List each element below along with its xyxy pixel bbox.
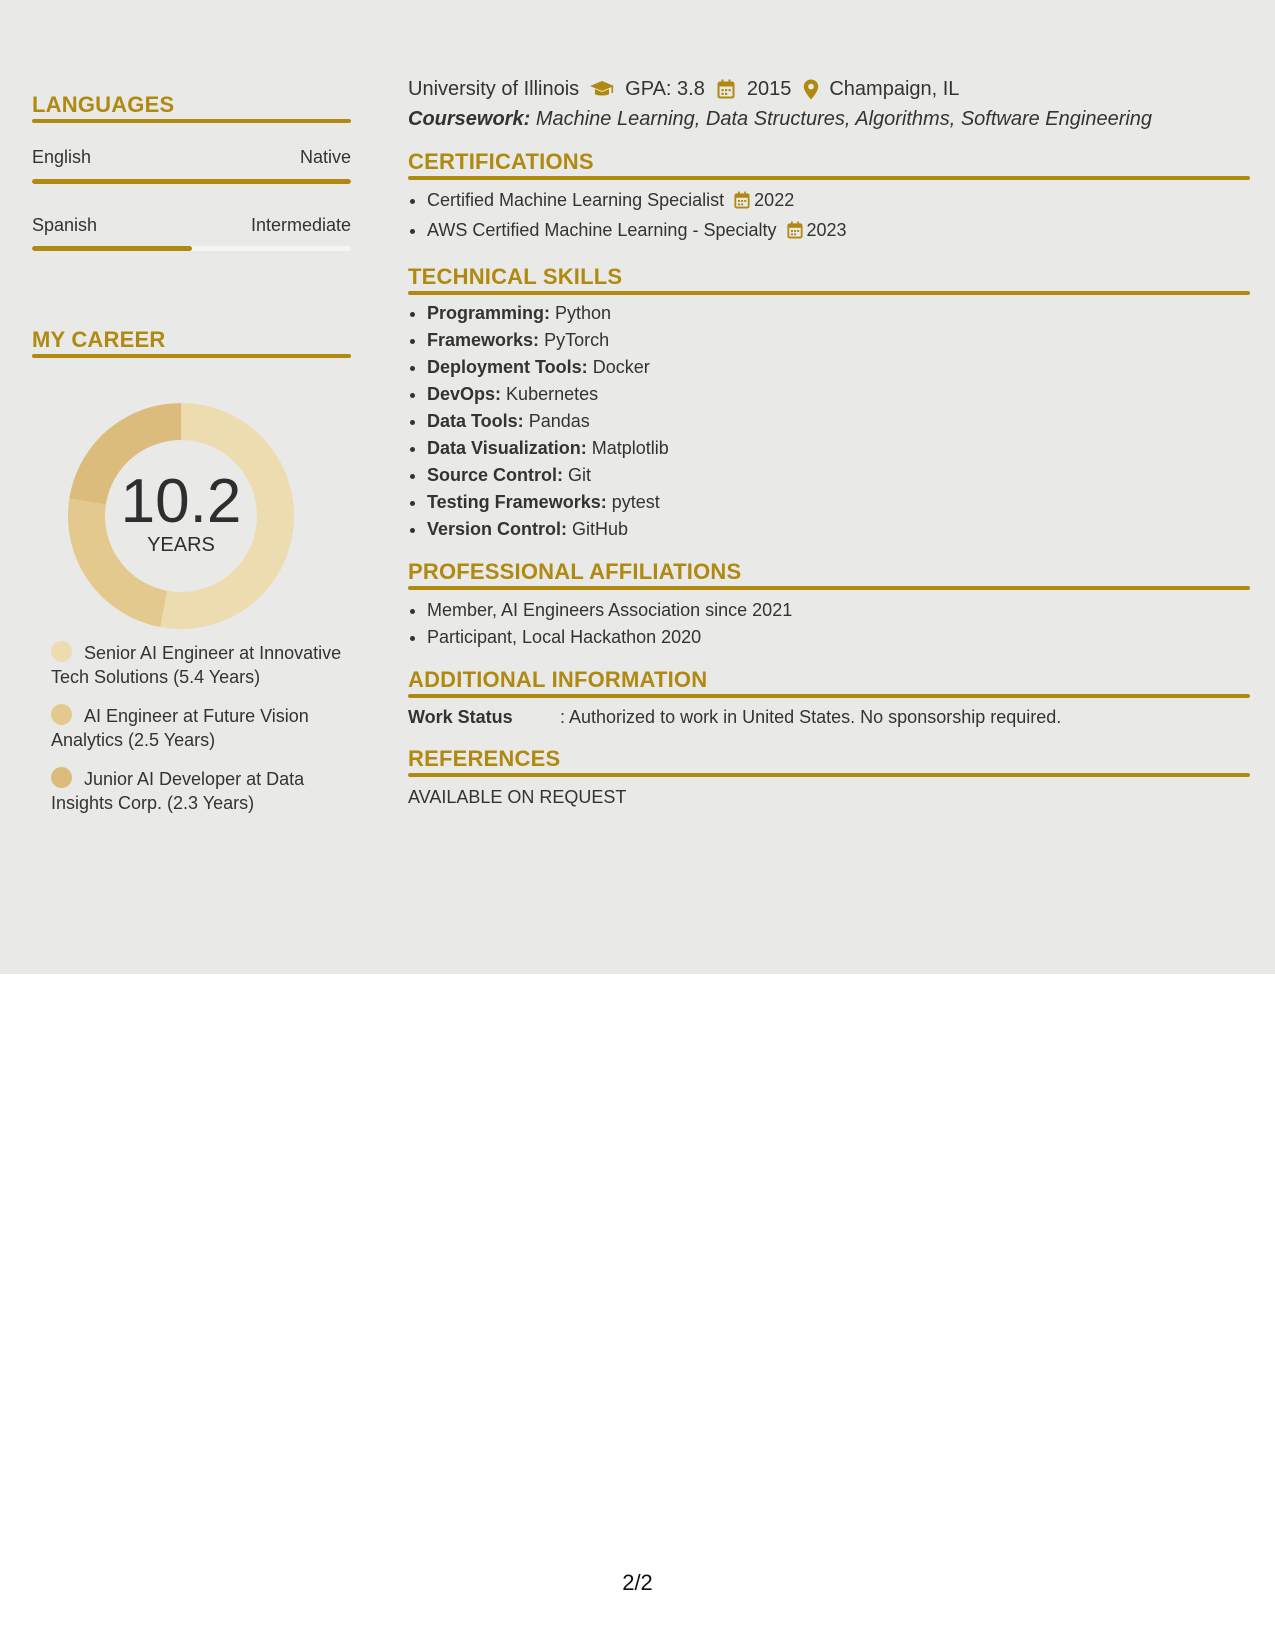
calendar-icon bbox=[717, 79, 735, 99]
certification-name: AWS Certified Machine Learning - Specialty bbox=[427, 220, 777, 240]
education-line bbox=[408, 76, 1250, 102]
coursework-value: Machine Learning, Data Structures, Algorithms, Software Engineering bbox=[535, 108, 1153, 130]
legend-label: Senior AI Engineer at Innovative Tech Solutions (5.4 Years) bbox=[51, 643, 342, 687]
language-bar bbox=[32, 179, 351, 184]
career-legend bbox=[32, 641, 351, 815]
language-level: Intermediate bbox=[250, 215, 351, 235]
skills-rule bbox=[408, 291, 1250, 295]
calendar-icon bbox=[734, 190, 750, 217]
skill-value: Matplotlib bbox=[591, 438, 669, 458]
list-item bbox=[427, 381, 1250, 408]
list-item bbox=[427, 217, 1250, 247]
list-item bbox=[427, 516, 1250, 543]
legend-item bbox=[32, 641, 351, 689]
skills-list bbox=[408, 300, 1250, 543]
skill-label: Data Tools: bbox=[427, 411, 524, 431]
left-column bbox=[32, 92, 351, 815]
legend-label: Junior AI Developer at Data Insights Corp. (2.3 Years) bbox=[51, 769, 305, 813]
list-item: • Member, AI Engineers Association since 2021 bbox=[427, 597, 1250, 624]
list-item bbox=[427, 327, 1250, 354]
language-bar-fill bbox=[32, 246, 192, 251]
affiliations-list bbox=[408, 597, 1250, 651]
work-status-value: : Authorized to work in United States. No sponsorship required. bbox=[560, 707, 1062, 727]
skill-value: PyTorch bbox=[544, 330, 610, 350]
skill-label: Data Visualization: bbox=[427, 438, 587, 458]
certification-name: Certified Machine Learning Specialist bbox=[427, 190, 725, 210]
certification-year: 2023 bbox=[806, 220, 847, 240]
career-total-unit: YEARS bbox=[147, 534, 215, 556]
certification-year: 2022 bbox=[754, 190, 795, 210]
education-school: University of Illinois bbox=[408, 78, 580, 100]
skill-label: Testing Frameworks: bbox=[427, 492, 607, 512]
language-item-english bbox=[32, 145, 351, 184]
education-location: Champaign, IL bbox=[829, 78, 960, 100]
list-item: • Participant, Local Hackathon 2020 bbox=[427, 624, 1250, 651]
legend-label: AI Engineer at Future Vision Analytics (2.5 Years) bbox=[51, 706, 309, 750]
languages-rule bbox=[32, 119, 351, 123]
skill-label: DevOps: bbox=[427, 384, 502, 404]
list-item bbox=[427, 435, 1250, 462]
legend-item bbox=[32, 704, 351, 752]
list-item bbox=[427, 354, 1250, 381]
references-rule bbox=[408, 773, 1250, 777]
list-item bbox=[427, 489, 1250, 516]
affiliations-title: PROFESSIONAL AFFILIATIONS bbox=[408, 559, 742, 584]
affiliations-rule bbox=[408, 586, 1250, 590]
legend-dot bbox=[51, 767, 72, 788]
calendar-icon bbox=[787, 220, 803, 247]
skill-value: GitHub bbox=[572, 519, 629, 539]
career-title: MY CAREER bbox=[32, 327, 166, 352]
skill-label: Version Control: bbox=[427, 519, 568, 539]
legend-item bbox=[32, 767, 351, 815]
skill-value: Git bbox=[568, 465, 592, 485]
certifications-title: CERTIFICATIONS bbox=[408, 149, 594, 174]
legend-dot bbox=[51, 641, 72, 662]
additional-rule bbox=[408, 694, 1250, 698]
skill-label: Deployment Tools: bbox=[427, 357, 588, 377]
language-name: Spanish bbox=[32, 215, 98, 235]
list-item bbox=[427, 187, 1250, 217]
references-title: REFERENCES bbox=[408, 746, 561, 771]
skill-label: Source Control: bbox=[427, 465, 564, 485]
career-total-number: 10.2 bbox=[120, 467, 242, 536]
language-level: Native bbox=[299, 147, 351, 167]
legend-dot bbox=[51, 704, 72, 725]
career-donut-chart bbox=[32, 401, 351, 641]
skill-value: Docker bbox=[592, 357, 650, 377]
language-name: English bbox=[32, 147, 92, 167]
list-item bbox=[427, 408, 1250, 435]
languages-title: LANGUAGES bbox=[32, 92, 175, 117]
language-bar-fill bbox=[32, 179, 351, 184]
skills-title: TECHNICAL SKILLS bbox=[408, 264, 623, 289]
right-column bbox=[408, 76, 1250, 809]
skill-value: pytest bbox=[611, 492, 660, 512]
certifications-list bbox=[408, 187, 1250, 247]
coursework-line bbox=[408, 106, 1250, 132]
graduation-cap-icon bbox=[589, 79, 615, 99]
work-status-label: Work Status bbox=[408, 707, 513, 727]
skill-value: Python bbox=[555, 303, 612, 323]
education-gpa: GPA: 3.8 bbox=[625, 78, 705, 100]
additional-title: ADDITIONAL INFORMATION bbox=[408, 667, 708, 692]
work-status-row bbox=[408, 705, 1250, 729]
location-pin-icon bbox=[803, 79, 819, 100]
certifications-rule bbox=[408, 176, 1250, 180]
career-rule bbox=[32, 354, 351, 358]
coursework-label: Coursework: bbox=[408, 108, 531, 130]
skill-value: Kubernetes bbox=[506, 384, 599, 404]
references-text: AVAILABLE ON REQUEST bbox=[408, 787, 627, 807]
language-bar bbox=[32, 246, 351, 251]
skill-label: Programming: bbox=[427, 303, 551, 323]
skill-label: Frameworks: bbox=[427, 330, 540, 350]
page-number: 2/2 bbox=[622, 1570, 653, 1595]
language-item-spanish bbox=[32, 213, 351, 251]
list-item bbox=[427, 462, 1250, 489]
list-item bbox=[427, 300, 1250, 327]
education-year: 2015 bbox=[746, 78, 792, 100]
skill-value: Pandas bbox=[528, 411, 590, 431]
